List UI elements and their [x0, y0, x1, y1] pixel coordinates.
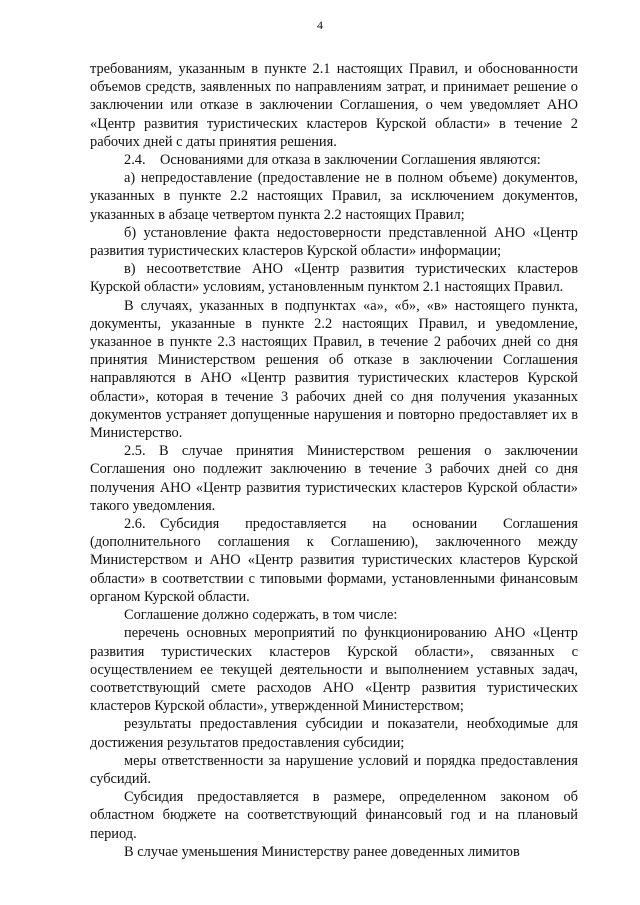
paragraph: перечень основных мероприятий по функционированию АНО «Центр развития туристических кластеров Курской области», связанных с осуществлением ее текущей деятельности и выполнением уставных задач, соответствующий смете расходов АНО «Центр развития туристических кластеров Курской области», утвержденной Министерством; — [90, 625, 578, 715]
paragraph: требованиям, указанным в пункте 2.1 настоящих Правил, и обоснованности объемов средств, заявленных по направлениям затрат, и принимает решение о заключении или отказе в заключении Соглашения, о чем уведомляет АНО «Центр развития туристических кластеров Курской области» в течение 2 рабочих дней с даты принятия решения. — [90, 61, 578, 150]
paragraph: результаты предоставления субсидии и показатели, необходимые для достижения результатов предоставления субсидии; — [90, 716, 578, 751]
paragraph: В случаях, указанных в подпунктах «а», «б», «в» настоящего пункта, документы, указанные в пункте 2.2 настоящих Правил, и уведомление, указанное в пункте 2.3 настоящих Правил, в течение 2 рабочих дней со дня принятия Министерством решения об отказе в заключении Соглашения направляются в АНО «Центр развития туристических кластеров Курской области», которая в течение 3 рабочих дней со дня получения указанных документов устраняет допущенные нарушения и повторно предоставляет их в Министерство. — [90, 297, 578, 442]
clause-2-5: 2.5. В случае принятия Министерством решения о заключении Соглашения оно подлежит заключению в течение 3 рабочих дней со дня получения АНО «Центр развития туристических кластеров Курской области» такого уведомления. — [90, 443, 578, 514]
clause-2-6: 2.6. Субсидия предоставляется на основании Соглашения (дополнительного соглашения к Соглашению), заключенного между Министерством и АНО «Центр развития туристических кластеров Курской области» в соответствии с типовыми формами, установленными финансовым органом Курской области. — [90, 516, 578, 605]
document-body — [90, 60, 578, 861]
paragraph: Соглашение должно содержать, в том числе: — [124, 607, 398, 624]
paragraph: меры ответственности за нарушение условий и порядка предоставления субсидий. — [90, 752, 578, 787]
subclause-v: в) несоответствие АНО «Центр развития туристических кластеров Курской области» условиям, установленным пунктом 2.1 настоящих Правил. — [90, 261, 578, 296]
paragraph: Субсидия предоставляется в размере, определенном законом об областном бюджете на соответствующий финансовый год и на плановый период. — [90, 789, 578, 842]
subclause-a: а) непредоставление (предоставление не в полном объеме) документов, указанных в пункте 2.2 настоящих Правил, за исключением документов, указанных в абзаце четвертом пункта 2.2 настоящих Правил; — [90, 170, 578, 223]
subclause-b: б) установление факта недостоверности представленной АНО «Центр развития туристических кластеров Курской области» информации; — [90, 224, 578, 260]
clause-2-4-heading: 2.4. Основаниями для отказа в заключении Соглашения являются: — [124, 152, 541, 169]
paragraph: В случае уменьшения Министерству ранее доведенных лимитов — [124, 843, 520, 860]
page-number: 4 — [317, 18, 323, 32]
